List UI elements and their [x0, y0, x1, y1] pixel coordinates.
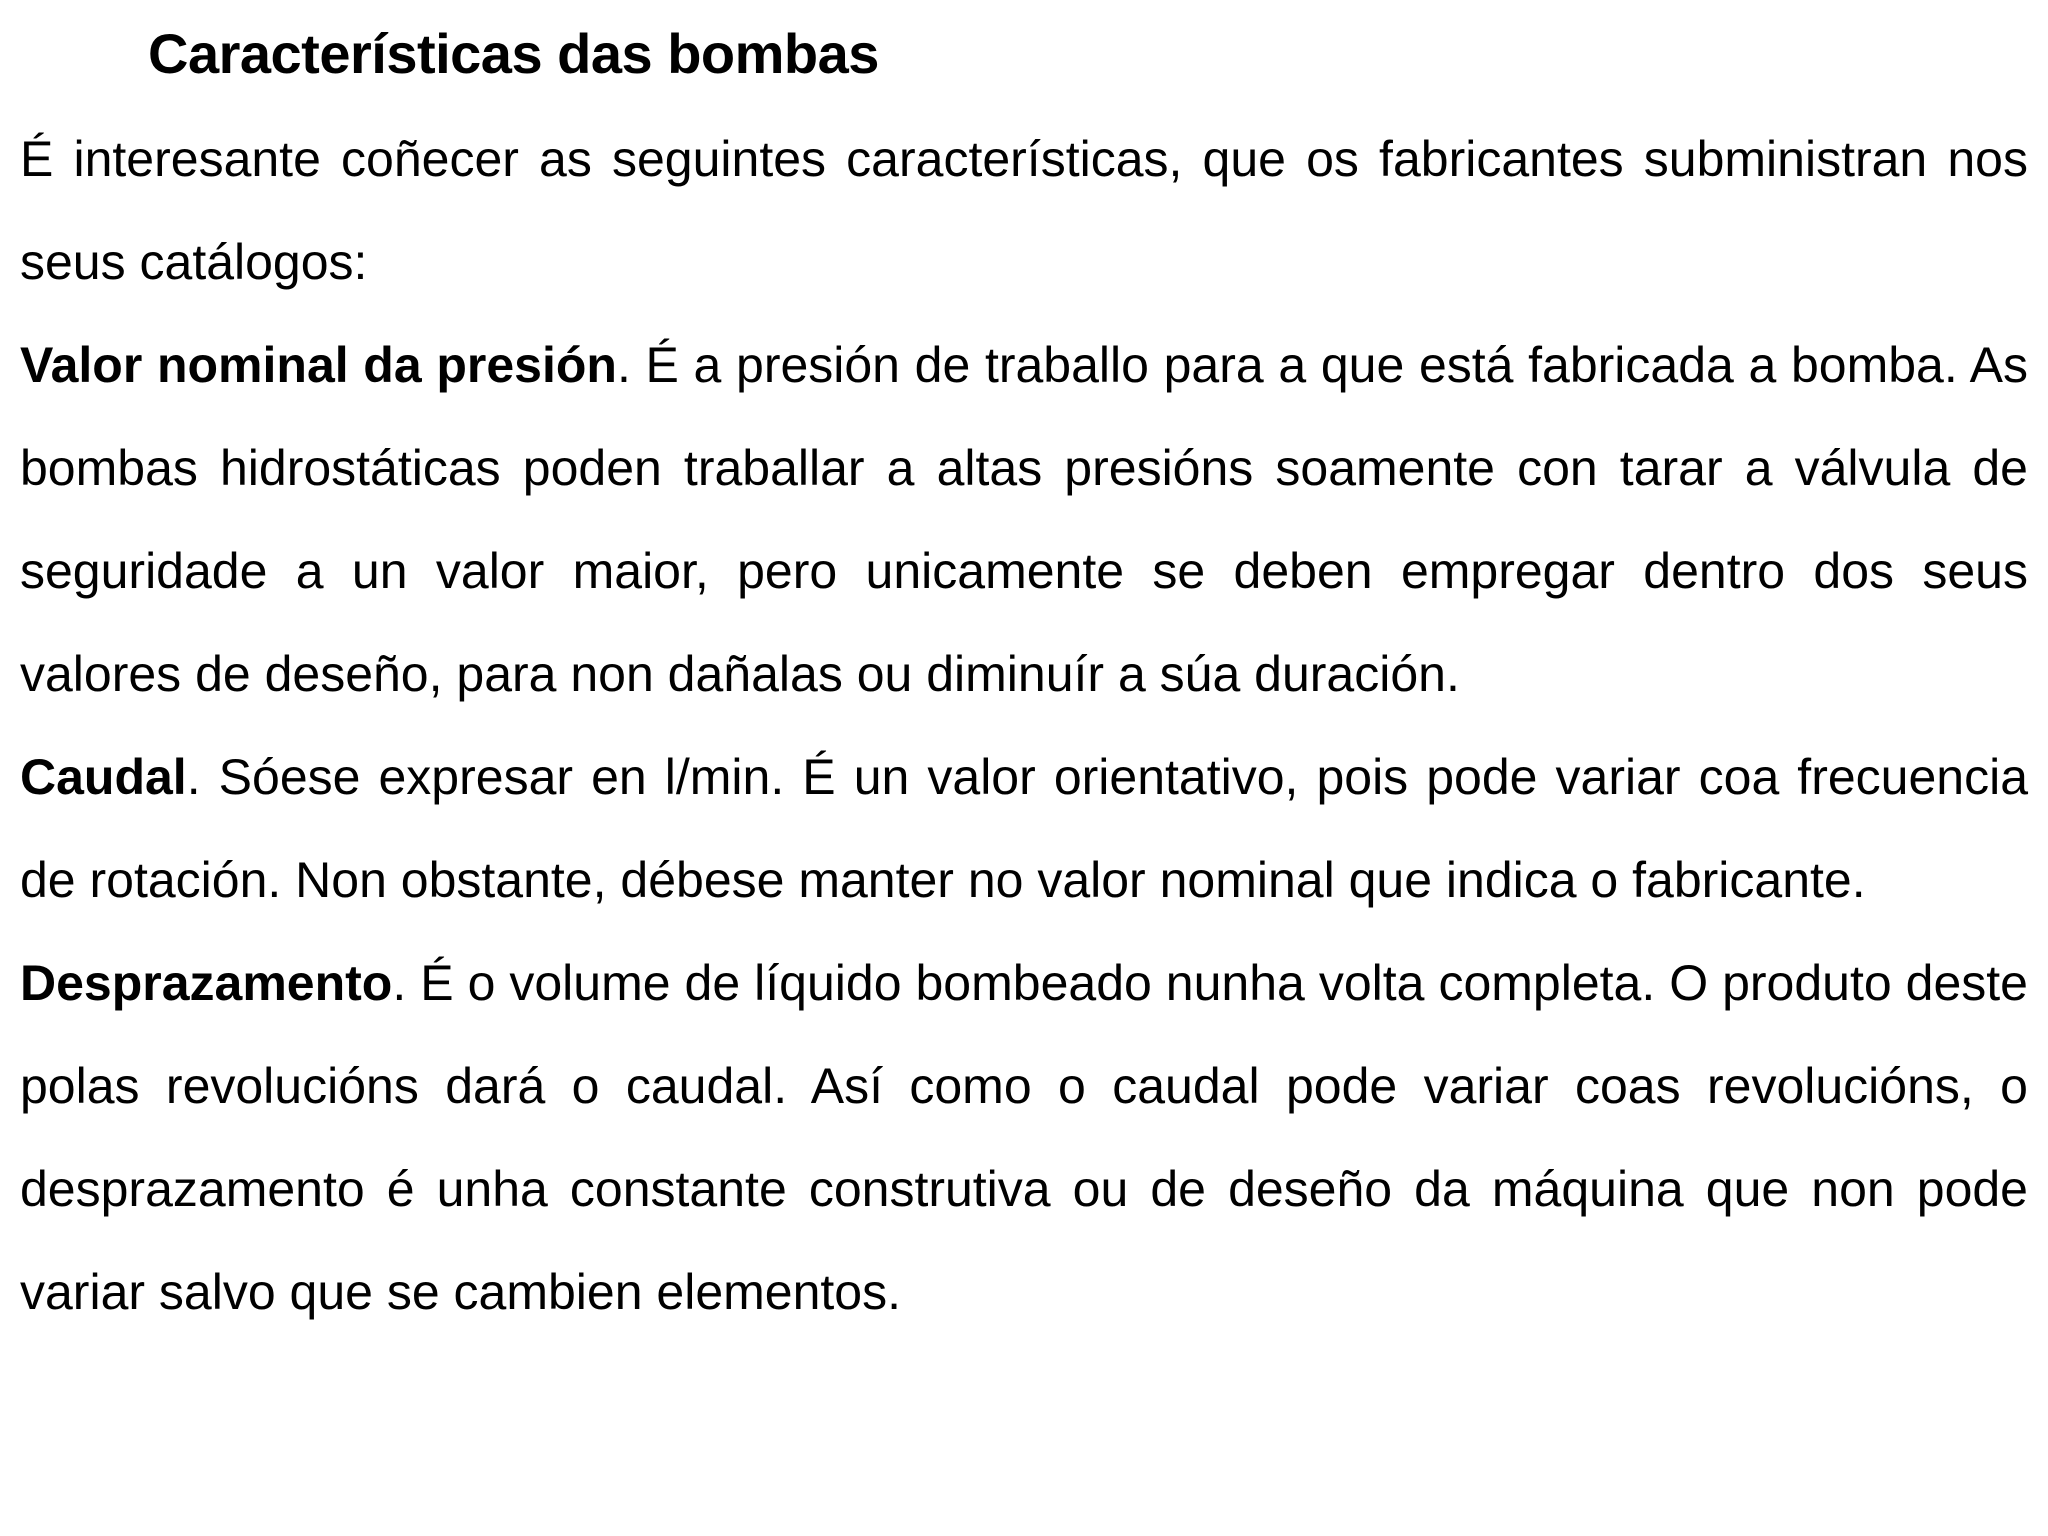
- section-paragraph-pressure: [20, 314, 2028, 726]
- section-text-pressure: . É a presión de traballo para a que está fabricada a bomba. As bombas hidrostáticas poden traballar a altas presións soamente con tarar a válvula de seguridade a un valor maior, pero unicamente se deben empregar dentro dos seus valores de deseño, para non dañalas ou diminuír a súa duración.: [20, 337, 2028, 702]
- document-page: [20, 0, 2028, 1344]
- section-term-flow: Caudal: [20, 749, 187, 805]
- section-term-displacement: Desprazamento: [20, 955, 393, 1011]
- intro-paragraph: É interesante coñecer as seguintes características, que os fabricantes subministran nos seus catálogos:: [20, 131, 2028, 290]
- section-text-displacement: . É o volume de líquido bombeado nunha volta completa. O produto deste polas revolucións dará o caudal. Así como o caudal pode variar coas revolucións, o desprazamento é unha constante construtiva ou de deseño da máquina que non pode variar salvo que se cambien elementos.: [20, 955, 2028, 1320]
- page-title: Características das bombas: [148, 22, 879, 85]
- section-text-flow: . Sóese expresar en l/min. É un valor orientativo, pois pode variar coa frecuencia de rotación. Non obstante, débese manter no valor nominal que indica o fabricante.: [20, 749, 2028, 908]
- section-paragraph-displacement: [20, 932, 2028, 1344]
- section-term-pressure: Valor nominal da presión: [20, 337, 617, 393]
- section-paragraph-flow: [20, 726, 2028, 932]
